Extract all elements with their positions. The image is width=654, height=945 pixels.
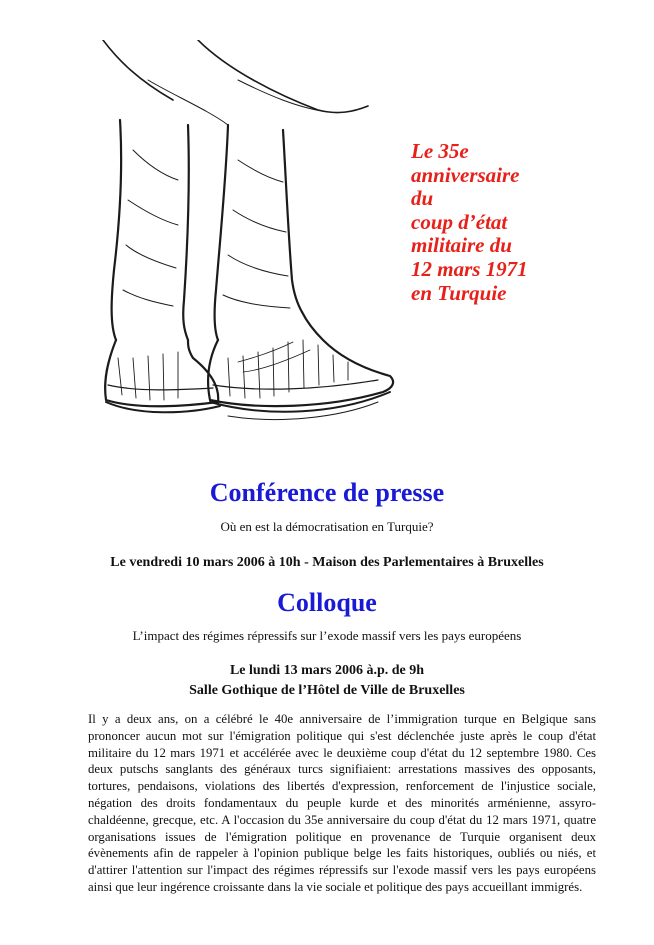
- colloquium-subtitle: L’impact des régimes répressifs sur l’exode massif vers les pays européens: [132, 628, 522, 643]
- anniversary-line: en Turquie: [411, 280, 507, 305]
- anniversary-line: coup d’état: [411, 209, 508, 234]
- boots-sketch-icon: [78, 40, 403, 440]
- colloquium-date: Le lundi 13 mars 2006 à.p. de 9h: [229, 663, 425, 678]
- anniversary-line: du: [411, 186, 434, 211]
- anniversary-line: Le 35e: [411, 139, 469, 163]
- body-paragraph: Il y a deux ans, on a célébré le 40e anniversaire de l’immigration turque en Belgique sans prononcer aucun mot sur l'émigration politique qui s'est déclenchée juste après le coup d'état militaire du 12 mars 1971 et accélérée avec le deuxième coup d'état du 12 septembre 1980. Ces deux putschs sanglants des généraux turcs signifiaient: arrestations massives des opposants, tortures, pendaisons, violations des libertés d'expression, renforcement de l'injustice sociale, négation des droits fondamentaux du peuple kurde et des minorités arménienne, assyro-chaldéenne, grecque, etc. A l'occasion du 35e anniversaire du coup d'état du 12 mars 1971, quatre organisations issues de l'émigration politique en provenance de Turquie organisent deux évènements afin de rappeler à l'opinion publique belge les faits historiques, oubliés ou niés, et d'attirer l'attention sur l'impact des régimes répressifs sur l'exode massif vers les pays européens ainsi que leur ingérence croissante dans la vie sociale et politique des pays accueillant immigrés.: [88, 712, 596, 894]
- press-conference-title: Conférence de presse: [209, 478, 445, 507]
- anniversary-line: militaire du: [411, 233, 512, 258]
- colloquium-venue: Salle Gothique de l’Hôtel de Ville de Bruxelles: [189, 683, 465, 698]
- body-text: [88, 711, 596, 896]
- anniversary-line: 12 mars 1971: [411, 256, 528, 281]
- anniversary-heading: [411, 140, 641, 305]
- press-conference-datetime: Le vendredi 10 mars 2006 à 10h - Maison des Parlementaires à Bruxelles: [110, 555, 544, 570]
- colloquium-title: Colloque: [277, 588, 377, 617]
- press-conference-subtitle: Où en est la démocratisation en Turquie?: [220, 519, 434, 534]
- anniversary-line: anniversaire: [411, 162, 520, 187]
